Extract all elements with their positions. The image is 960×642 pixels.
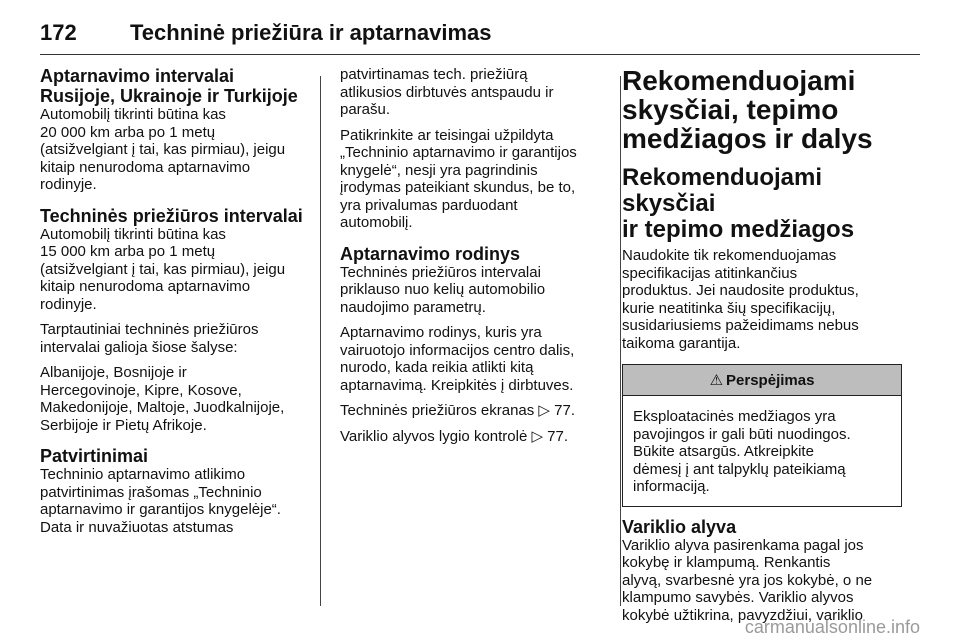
column-divider-2 — [620, 76, 621, 606]
heading-service-intervals-russia: Aptarnavimo intervalai Rusijoje, Ukrainoje ir Turkijoje — [40, 66, 298, 106]
paragraph-use-specified-products: Naudokite tik rekomenduojamas specifikacijas atitinkančius produktus. Jei naudosite produktus, kurie neatitinka šių specifikacijų, susidariusiems pažeidimams nebus taikoma garantija. — [622, 247, 859, 352]
link-maintenance-display[interactable]: Techninės priežiūros ekranas ▷ 77. — [340, 402, 575, 419]
paragraph-international-intervals: Tarptautiniai techninės priežiūros intervalai galioja šiose šalyse: — [40, 321, 259, 356]
paragraph-country-list: Albanijoje, Bosnijoje ir Hercegovinoje, Kipre, Kosove, Makedonijoje, Maltoje, Juodkalnijoje, Serbijoje ir Pietų Afrikoje. — [40, 364, 285, 434]
warning-triangle-icon: ⚠ — [709, 372, 724, 389]
paragraph-maintenance-interval: Automobilį tikrinti būtina kas 15 000 km arba po 1 metų (atsižvelgiant į tai, kas pirmiau), jeigu kitaip nenurodoma aptarnavimo rodinyje. — [40, 225, 286, 313]
warning-header — [623, 365, 901, 396]
link-oil-level-control[interactable]: Variklio alyvos lygio kontrolė ▷ 77. — [340, 427, 569, 445]
paragraph-confirmations: Techninio aptarnavimo atlikimo patvirtinimas įrašomas „Techninio aptarnavimo ir garantijos knygelėje“. Data ir nuvažiuotas atstumas — [40, 466, 281, 536]
column-divider-1 — [320, 76, 321, 606]
paragraph-russia-interval: Automobilį tikrinti būtina kas 20 000 km arba po 1 metų (atsižvelgiant į tai, kas pirmiau), jeigu kitaip nenurodoma aptarnavimo rodinyje. — [40, 106, 286, 193]
paragraph-confirmation-continued: patvirtinamas tech. priežiūrą atlikusios dirbtuvės antspaudu ir parašu. — [340, 66, 554, 118]
heading-service-display: Aptarnavimo rodinys — [340, 243, 521, 264]
heading-recommended-fluids-parts: Rekomenduojami skysčiai, tepimo medžiagos ir dalys — [622, 65, 873, 154]
column-1 — [40, 66, 308, 536]
warning-title: Perspėjimas — [726, 371, 815, 389]
heading-maintenance-intervals: Techninės priežiūros intervalai — [40, 205, 303, 226]
warning-text: Eksploatacinės medžiagos yra pavojingos ir gali būti nuodingos. Būkite atsargūs. Atkreipkite dėmesį į ant talpyklų pateikiamą informaciją. — [633, 408, 851, 495]
paragraph-engine-oil: Variklio alyva pasirenkama pagal jos kokybę ir klampumą. Renkantis alyvą, svarbesnė yra jos kokybė, o ne klampumo savybės. Variklio alyvos kokybė užtikrina, pavyzdžiui, variklio — [622, 536, 873, 624]
column-2 — [340, 66, 608, 445]
page-header — [40, 14, 920, 55]
warning-box — [622, 364, 902, 507]
heading-recommended-fluids-lubricants: Rekomenduojami skysčiai ir tepimo medžiagos — [622, 164, 855, 243]
paragraph-service-display: Techninės priežiūros intervalai priklauso nuo kelių automobilio naudojimo parametrų. — [340, 263, 546, 316]
heading-confirmations: Patvirtinimai — [40, 446, 149, 466]
paragraph-check-booklet: Patikrinkite ar teisingai užpildyta „Techninio aptarnavimo ir garantijos knygelė“, nesji yra pagrindinis įrodymas pateikiant skundus, be to, yra privalumas parduodant automobilį. — [340, 126, 577, 231]
page-title: Techninė priežiūra ir aptarnavimas — [130, 20, 492, 45]
column-3 — [622, 66, 914, 624]
warning-body — [623, 396, 901, 506]
watermark-text: carmanualsonline.info — [744, 617, 920, 637]
paragraph-service-display-info: Aptarnavimo rodinys, kuris yra vairuotojo informacijos centro dalis, nurodo, kada reikia atlikti kitą aptarnavimą. Kreipkitės į dirbtuves. — [340, 324, 575, 394]
page-number: 172 — [40, 20, 77, 45]
heading-engine-oil: Variklio alyva — [622, 516, 737, 537]
